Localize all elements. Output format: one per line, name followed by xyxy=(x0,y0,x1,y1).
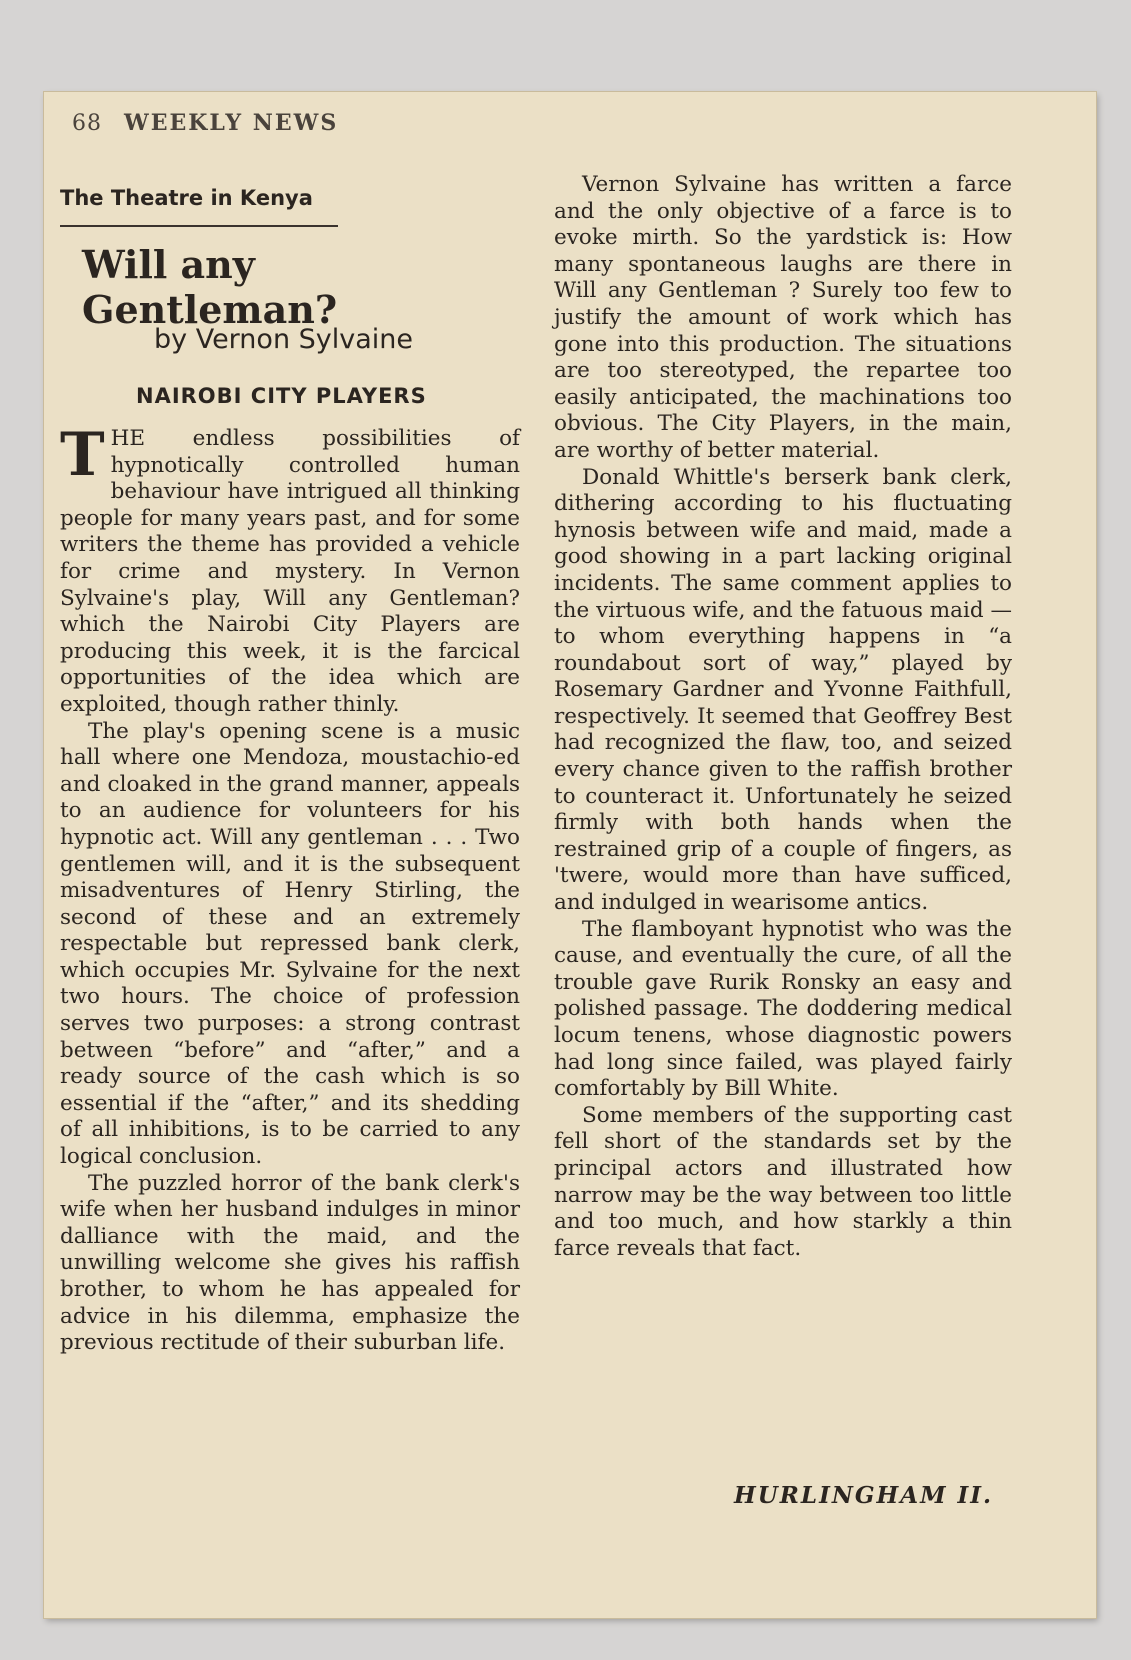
right-column xyxy=(554,172,1012,1262)
paragraph-7: Some members of the supporting cast fell short of the standards set by the principal actors and illustrated how narrow may be the way between too little and too much, and how starkly a thin farce reveals that fact. xyxy=(554,1102,1012,1261)
paragraph-text: endless possibilities of hypnotically controlled human behaviour have intrigued all thinking people for many years past, and for some writers the theme has provided a vehicle for crime and mystery. In Vernon Sylvaine's play, Will any Gentleman? which the Nairobi City Players are producing this week, it is the farcical opportunities of the idea which are exploited, though rather thinly. xyxy=(60,426,520,717)
page-number: 68 xyxy=(72,111,102,136)
page-header xyxy=(72,110,338,136)
paragraph-5: Donald Whittle's berserk bank clerk, dithering according to his fluctuating hynosis between wife and maid, made a good showing in a part lacking original incidents. The same comment applies to the virtuous wife, and the fatuous maid — to whom everything happens in “a roundabout sort of way,” played by Rosemary Gardner and Yvonne Faithfull, respectively. It seemed that Geoffrey Best had recognized the flaw, too, and seized every chance given to the raffish brother to counteract it. Unfortunately he seized firmly with both hands when the restrained grip of a couple of fingers, as 'twere, would more than have sufficed, and indulged in wearisome antics. xyxy=(554,464,1012,916)
paragraph-4: Vernon Sylvaine has written a farce and the only objective of a farce is to evoke mirth. So the yardstick is: How many spontaneous laughs are there in Will any Gentleman ? Surely too few to justify the amount of work which has gone into this production. The situations are too stereotyped, the repartee too easily anticipated, the machinations too obvious. The City Players, in the main, are worthy of better material. xyxy=(554,172,1012,463)
paragraph-6: The flamboyant hypnotist who was the cause, and eventually the cure, of all the trouble gave Rurik Ronsky an easy and polished passage. The doddering medical locum tenens, whose diagnostic powers had long since failed, was played fairly comfortably by Bill White. xyxy=(554,916,1012,1102)
publication-name: WEEKLY NEWS xyxy=(124,110,339,136)
left-column xyxy=(60,420,520,1357)
drop-cap: T xyxy=(60,420,105,490)
paragraph-2: The play's opening scene is a music hall where one Mendoza, moustachio-ed and cloaked in the grand manner, appeals to an audience for volunteers for his hypnotic act. Will any gentleman . . . Two gentlemen will, and it is the subsequent misadventures of Henry Stirling, the second of these and an extremely respectable but repressed bank clerk, which occupies Mr. Sylvaine for the next two hours. The choice of profession serves two purposes: a strong contrast between “before” and “after,” and a ready source of the cash which is so essential if the “after,” and its shedding of all inhibitions, is to be carried to any logical conclusion. xyxy=(60,718,520,1170)
paragraph-3: The puzzled horror of the bank clerk's wife when her husband indulges in minor dalliance with the maid, and the unwilling welcome she gives his raffish brother, to whom he has appealed for advice in his dilemma, emphasize the previous rectitude of their suburban life. xyxy=(60,1170,520,1356)
lead-letters: HE xyxy=(110,426,146,451)
newspaper-clipping xyxy=(44,92,1096,1618)
section-kicker: The Theatre in Kenya xyxy=(60,186,313,210)
article-byline: by Vernon Sylvaine xyxy=(154,324,414,355)
author-signature: HURLINGHAM II. xyxy=(734,1482,994,1509)
kicker-rule xyxy=(60,225,338,227)
paragraph-1 xyxy=(60,420,520,719)
article-headline: Will any Gentleman? xyxy=(82,242,338,332)
theatre-company: NAIROBI CITY PLAYERS xyxy=(136,384,427,408)
